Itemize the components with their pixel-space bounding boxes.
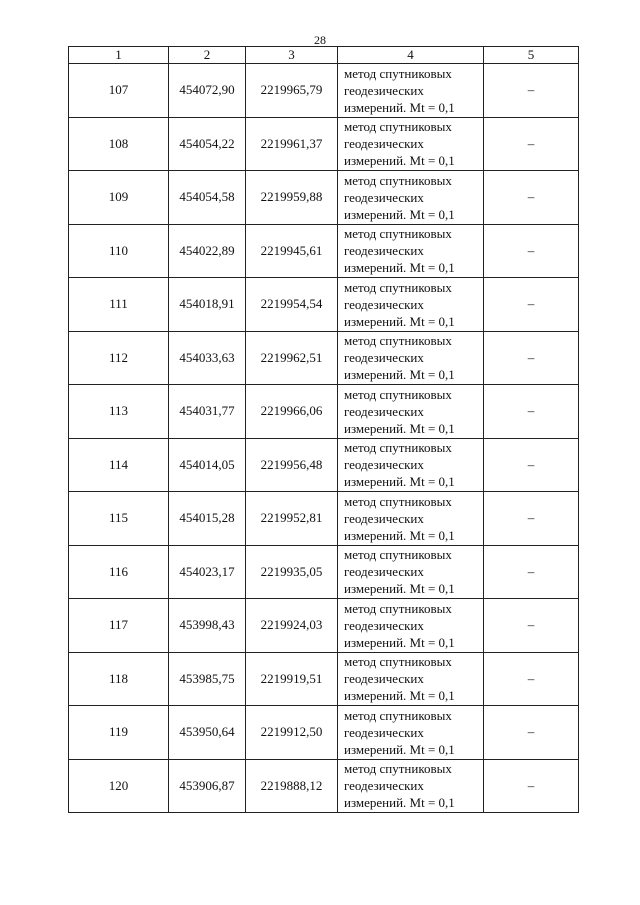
table-row (69, 64, 579, 118)
y-coordinate-cell: 2219888,12 (246, 759, 338, 813)
point-number-cell: 120 (69, 759, 169, 813)
note-cell: – (484, 706, 579, 760)
note-cell: – (484, 652, 579, 706)
point-number-cell: 114 (69, 438, 169, 492)
method-line: метод спутниковых (344, 119, 452, 135)
column-header: 3 (246, 47, 338, 64)
table-body (69, 47, 579, 813)
column-header: 5 (484, 47, 579, 64)
point-number-cell: 111 (69, 278, 169, 332)
table-row (69, 652, 579, 706)
method-line: метод спутниковых (344, 279, 452, 295)
method-line: метод спутниковых (344, 707, 452, 723)
method-line: измерений. Mt = 0,1 (344, 206, 455, 222)
coordinates-table (68, 46, 579, 813)
x-coordinate-cell: 454023,17 (169, 545, 246, 599)
method-line: метод спутниковых (344, 65, 452, 81)
y-coordinate-cell: 2219935,05 (246, 545, 338, 599)
point-number-cell: 112 (69, 331, 169, 385)
point-number-cell: 119 (69, 706, 169, 760)
method-cell (338, 385, 484, 439)
method-cell (338, 224, 484, 278)
point-number-cell: 110 (69, 224, 169, 278)
method-line: измерений. Mt = 0,1 (344, 741, 455, 757)
table-row (69, 385, 579, 439)
method-line: метод спутниковых (344, 333, 452, 349)
x-coordinate-cell: 454031,77 (169, 385, 246, 439)
method-cell (338, 545, 484, 599)
x-coordinate-cell: 453985,75 (169, 652, 246, 706)
method-line: измерений. Mt = 0,1 (344, 153, 455, 169)
method-cell (338, 706, 484, 760)
y-coordinate-cell: 2219954,54 (246, 278, 338, 332)
method-cell (338, 652, 484, 706)
method-line: метод спутниковых (344, 440, 452, 456)
method-line: измерений. Mt = 0,1 (344, 99, 455, 115)
y-coordinate-cell: 2219962,51 (246, 331, 338, 385)
note-cell: – (484, 64, 579, 118)
method-line: метод спутниковых (344, 547, 452, 563)
x-coordinate-cell: 454018,91 (169, 278, 246, 332)
y-coordinate-cell: 2219945,61 (246, 224, 338, 278)
y-coordinate-cell: 2219959,88 (246, 171, 338, 225)
note-cell: – (484, 171, 579, 225)
point-number-cell: 115 (69, 492, 169, 546)
y-coordinate-cell: 2219912,50 (246, 706, 338, 760)
method-line: геодезических (344, 778, 424, 794)
method-line: метод спутниковых (344, 761, 452, 777)
x-coordinate-cell: 454054,58 (169, 171, 246, 225)
method-line: геодезических (344, 671, 424, 687)
table-row (69, 438, 579, 492)
table-row (69, 492, 579, 546)
method-line: геодезических (344, 403, 424, 419)
y-coordinate-cell: 2219965,79 (246, 64, 338, 118)
point-number-cell: 118 (69, 652, 169, 706)
x-coordinate-cell: 454022,89 (169, 224, 246, 278)
method-line: измерений. Mt = 0,1 (344, 313, 455, 329)
method-line: измерений. Mt = 0,1 (344, 688, 455, 704)
x-coordinate-cell: 454014,05 (169, 438, 246, 492)
table-row (69, 224, 579, 278)
point-number-cell: 108 (69, 117, 169, 171)
method-cell (338, 759, 484, 813)
point-number-cell: 107 (69, 64, 169, 118)
method-line: измерений. Mt = 0,1 (344, 581, 455, 597)
y-coordinate-cell: 2219952,81 (246, 492, 338, 546)
note-cell: – (484, 545, 579, 599)
table-row (69, 706, 579, 760)
x-coordinate-cell: 453998,43 (169, 599, 246, 653)
column-header: 2 (169, 47, 246, 64)
table-row (69, 759, 579, 813)
note-cell: – (484, 492, 579, 546)
method-line: геодезических (344, 564, 424, 580)
method-cell (338, 278, 484, 332)
note-cell: – (484, 385, 579, 439)
x-coordinate-cell: 454033,63 (169, 331, 246, 385)
x-coordinate-cell: 453950,64 (169, 706, 246, 760)
method-cell (338, 64, 484, 118)
column-header: 1 (69, 47, 169, 64)
y-coordinate-cell: 2219919,51 (246, 652, 338, 706)
method-line: измерений. Mt = 0,1 (344, 367, 455, 383)
y-coordinate-cell: 2219961,37 (246, 117, 338, 171)
method-line: метод спутниковых (344, 654, 452, 670)
method-line: метод спутниковых (344, 600, 452, 616)
column-header: 4 (338, 47, 484, 64)
method-cell (338, 171, 484, 225)
method-line: геодезических (344, 457, 424, 473)
method-line: геодезических (344, 136, 424, 152)
method-line: геодезических (344, 617, 424, 633)
note-cell: – (484, 278, 579, 332)
y-coordinate-cell: 2219956,48 (246, 438, 338, 492)
method-cell (338, 117, 484, 171)
note-cell: – (484, 759, 579, 813)
table-row (69, 599, 579, 653)
method-line: геодезических (344, 296, 424, 312)
method-cell (338, 331, 484, 385)
method-line: измерений. Mt = 0,1 (344, 474, 455, 490)
method-line: измерений. Mt = 0,1 (344, 795, 455, 811)
method-line: геодезических (344, 350, 424, 366)
point-number-cell: 109 (69, 171, 169, 225)
note-cell: – (484, 599, 579, 653)
y-coordinate-cell: 2219966,06 (246, 385, 338, 439)
method-line: метод спутниковых (344, 493, 452, 509)
x-coordinate-cell: 454072,90 (169, 64, 246, 118)
x-coordinate-cell: 453906,87 (169, 759, 246, 813)
note-cell: – (484, 224, 579, 278)
method-cell (338, 438, 484, 492)
table-row (69, 117, 579, 171)
table-row (69, 331, 579, 385)
method-line: метод спутниковых (344, 226, 452, 242)
method-line: метод спутниковых (344, 386, 452, 402)
method-line: геодезических (344, 243, 424, 259)
note-cell: – (484, 331, 579, 385)
method-line: измерений. Mt = 0,1 (344, 527, 455, 543)
point-number-cell: 116 (69, 545, 169, 599)
method-line: геодезических (344, 189, 424, 205)
table-row (69, 171, 579, 225)
point-number-cell: 117 (69, 599, 169, 653)
table-row (69, 278, 579, 332)
point-number-cell: 113 (69, 385, 169, 439)
method-cell (338, 599, 484, 653)
x-coordinate-cell: 454054,22 (169, 117, 246, 171)
method-line: геодезических (344, 724, 424, 740)
method-cell (338, 492, 484, 546)
y-coordinate-cell: 2219924,03 (246, 599, 338, 653)
method-line: геодезических (344, 510, 424, 526)
method-line: измерений. Mt = 0,1 (344, 420, 455, 436)
note-cell: – (484, 438, 579, 492)
method-line: геодезических (344, 82, 424, 98)
header-row (69, 47, 579, 64)
page-number: 28 (314, 33, 326, 47)
method-line: измерений. Mt = 0,1 (344, 634, 455, 650)
method-line: метод спутниковых (344, 172, 452, 188)
x-coordinate-cell: 454015,28 (169, 492, 246, 546)
method-line: измерений. Mt = 0,1 (344, 260, 455, 276)
table-row (69, 545, 579, 599)
note-cell: – (484, 117, 579, 171)
